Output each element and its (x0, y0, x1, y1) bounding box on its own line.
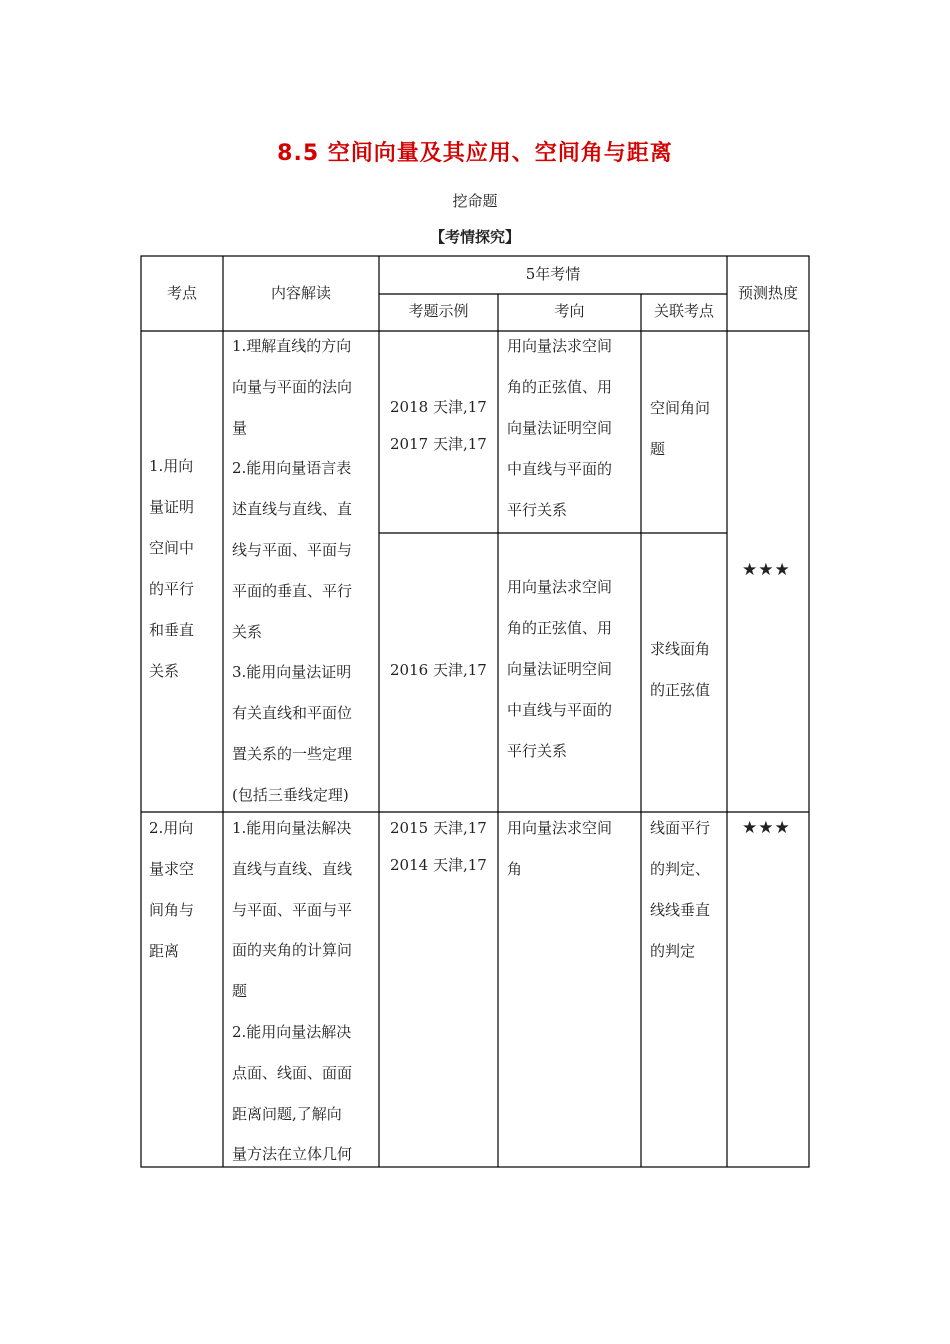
row2-kaodian: 2.用向 量求空 间角与 距离 (149, 819, 195, 960)
row2-neirong: 1.能用向量法解决 直线与直线、直线 与平面、平面与平 面的夹角的计算问 题 2.能用向量法解决 点面、线面、面面 距离问题,了解向 量方法在立体几何 (232, 819, 353, 1164)
page-title: 8.5 空间向量及其应用、空间角与距离 (277, 141, 673, 166)
header-heat: 预测热度 (737, 284, 798, 302)
row1a-direction: 用向量法求空间 角的正弦值、用 向量法证明空间 中直线与平面的 平行关系 (507, 337, 613, 519)
header-five-year: 5年考情 (525, 265, 581, 283)
row1b-direction: 用向量法求空间 角的正弦值、用 向量法证明空间 中直线与平面的 平行关系 (507, 578, 613, 760)
row2-direction: 用向量法求空间 角 (507, 819, 613, 878)
row2-heat-stars: ★★★ (742, 818, 791, 838)
section-heading: 【考情探究】 (429, 228, 520, 246)
row1-heat-stars: ★★★ (742, 560, 791, 580)
row1b-related: 求线面角 的正弦值 (650, 640, 711, 699)
row1-neirong: 1.理解直线的方向 向量与平面的法向 量 2.能用向量语言表 述直线与直线、直 线与平面、平面与 平面的垂直、平行 关系 3.能用向量法证明 有关直线和平面位 置关系的一些定理 (包括三垂线定理) (232, 337, 353, 804)
row2-example: 2015 天津,17 2014 天津,17 (390, 819, 487, 874)
header-example: 考题示例 (408, 302, 469, 320)
subtitle: 挖命题 (452, 192, 498, 210)
header-neirong: 内容解读 (270, 284, 331, 302)
header-kaodian: 考点 (166, 284, 197, 302)
row1b-example: 2016 天津,17 (390, 661, 487, 679)
row1a-related: 空间角问 题 (650, 399, 711, 458)
row2-related: 线面平行 的判定、 线线垂直 的判定 (650, 819, 711, 960)
header-related: 关联考点 (653, 302, 714, 320)
row1a-example: 2018 天津,17 2017 天津,17 (390, 398, 487, 453)
row1-kaodian: 1.用向 量证明 空间中 的平行 和垂直 关系 (149, 457, 195, 680)
header-direction: 考向 (554, 302, 585, 320)
